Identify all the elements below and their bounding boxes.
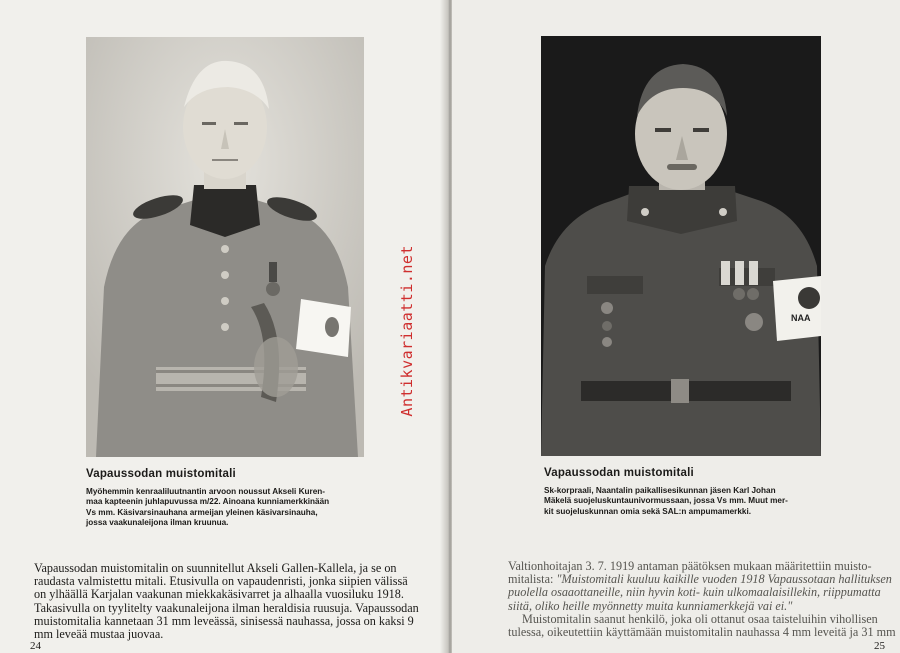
body-line: Muistomitalin saanut henkilö, joka oli ottanut osaa taisteluihin vihollisen bbox=[522, 611, 878, 626]
body-paragraph bbox=[34, 562, 426, 641]
caption-line: maa kapteenin juhlapuvussa m/22. Ainoana kunniamerkkinään bbox=[86, 497, 330, 507]
right-page bbox=[452, 0, 900, 653]
caption-line: kit suojeluskunnan omia sekä SAL:n ampumamerkki. bbox=[544, 506, 752, 516]
caption-title: Vapaussodan muistomitali bbox=[86, 468, 236, 480]
page-number: 25 bbox=[874, 640, 885, 652]
watermark-text: Antikvariaatti.net bbox=[398, 245, 416, 417]
left-page bbox=[0, 0, 448, 653]
body-quote: "Muistomitali kuuluu kaikille vuoden 1918 Vapaussotaan hallituksen bbox=[556, 572, 892, 587]
body-line: mm leveää mustaa juovaa. bbox=[34, 627, 164, 642]
caption-text bbox=[544, 486, 788, 517]
caption-line: Myöhemmin kenraaliluutnantin arvoon noussut Akseli Kuren- bbox=[86, 487, 325, 496]
caption-line: Vs mm. Käsivarsinauhana armeijan yleinen käsivarsinauha, bbox=[86, 507, 318, 517]
portrait-photo-officer bbox=[86, 37, 364, 457]
caption-line: jossa vaakunaleijona ilman kruunua. bbox=[86, 518, 229, 528]
body-paragraph bbox=[508, 559, 896, 640]
portrait-photo-corporal bbox=[541, 36, 821, 456]
body-quote-line: siitä, oliko heille myönnetty muita kunniamerkkejä vai ei." bbox=[508, 598, 793, 613]
body-line: Valtionhoitajan 3. 7. 1919 antaman päätöksen mukaan määritettiin muisto- bbox=[508, 559, 872, 573]
body-quote-line: puolella osaaottaneille, niin hyvin koti- kuin ulkomaalaisillekin, riippumatta bbox=[508, 585, 881, 600]
body-line: raudasta valmistettu mitali. Etusivulla on vapaudenristi, jonka siipien välissä bbox=[34, 574, 408, 589]
body-text-plain: mitalista: bbox=[508, 572, 557, 587]
body-line: Vapaussodan muistomitalin on suunnitellut Akseli Gallen-Kallela, ja se on bbox=[34, 561, 397, 575]
corporal-photo-illustration bbox=[541, 36, 821, 456]
caption-line: Sk-korpraali, Naantalin paikallisesikunnan jäsen Karl Johan bbox=[544, 486, 776, 495]
caption-title: Vapaussodan muistomitali bbox=[544, 467, 694, 479]
body-line: muistomitalia kannetaan 31 mm leveässä, sinisessä nauhassa, jossa on kaksi 9 bbox=[34, 613, 414, 628]
caption-text bbox=[86, 487, 329, 529]
officer-photo-illustration bbox=[86, 37, 364, 457]
body-line: Takasivulla on tyylitelty vaakunaleijona ilman heraldisia ruusuja. Vapaussodan bbox=[34, 600, 419, 615]
page-number: 24 bbox=[30, 640, 41, 652]
body-line: tulessa, oikeutettiin käyttämään muistomitalin nauhassa 4 mm leveitä ja 31 mm bbox=[508, 625, 896, 640]
caption-line: Mäkelä suojeluskuntaunivormussaan, jossa Vs mm. Muut mer- bbox=[544, 496, 788, 506]
armband-text: NAA bbox=[791, 313, 811, 323]
body-line: on ylhäällä Karjalan vaakunan miekkakäsivarret ja alhaalla vuosiluku 1918. bbox=[34, 587, 404, 602]
